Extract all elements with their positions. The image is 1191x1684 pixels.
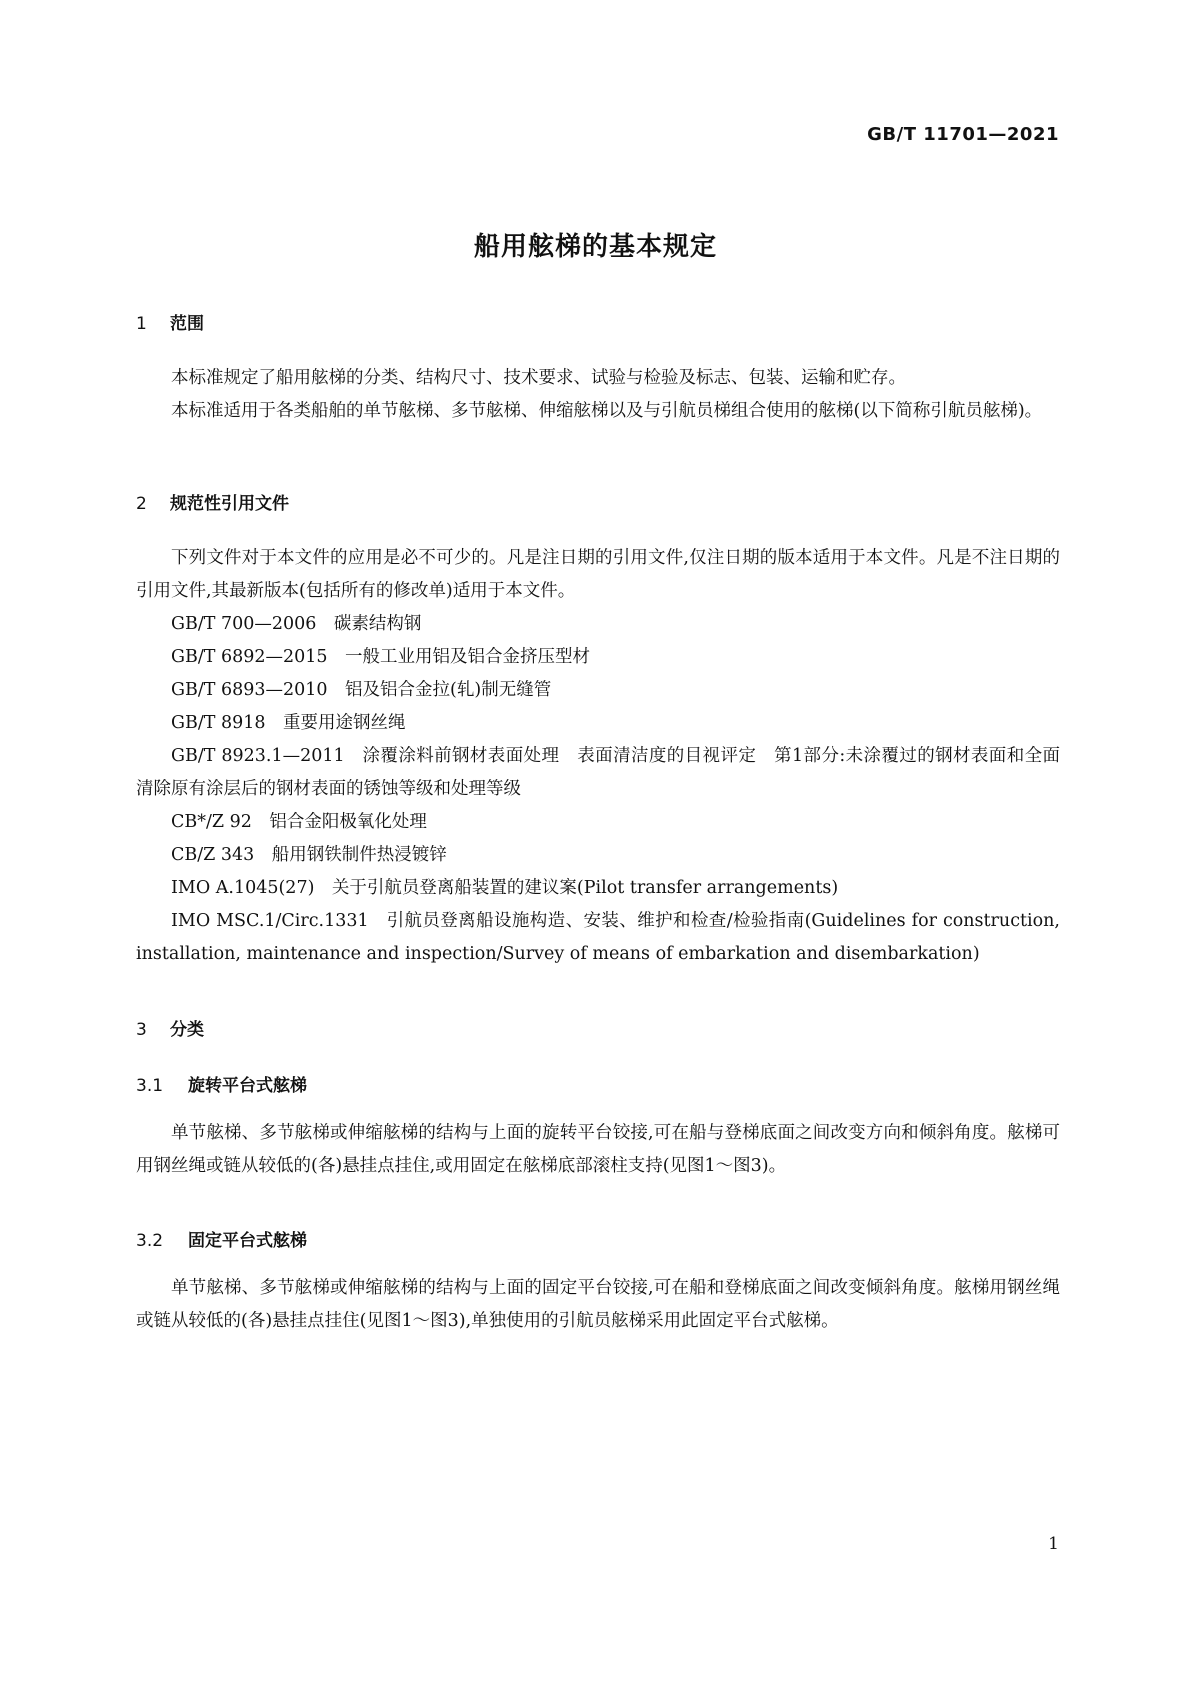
- reference-entry: [136, 872, 1060, 905]
- paragraph: 本标准适用于各类船舶的单节舷梯、多节舷梯、伸缩舷梯以及与引航员梯组合使用的舷梯(以下简称引航员舷梯)。: [171, 401, 1043, 421]
- section-number: 3.1: [136, 1076, 164, 1096]
- reference-title: 关于引航员登离船装置的建议案(Pilot transfer arrangements): [331, 878, 839, 898]
- reference-code: IMO MSC.1/Circ.1331: [171, 911, 369, 931]
- reference-title: 铝合金阳极氧化处理: [269, 812, 427, 832]
- reference-entry: [136, 839, 1060, 872]
- reference-code: GB/T 8923.1—2011: [171, 746, 345, 766]
- section-title: 旋转平台式舷梯: [188, 1076, 307, 1096]
- section-number: 2: [136, 494, 147, 514]
- reference-title: 船用钢铁制件热浸镀锌: [271, 845, 447, 865]
- section-2-heading: [136, 489, 289, 514]
- reference-title: 一般工业用铝及铝合金挤压型材: [345, 647, 591, 667]
- reference-code: GB/T 6892—2015: [171, 647, 328, 667]
- standard-code: GB/T 11701—2021: [867, 124, 1059, 145]
- section-title: 范围: [170, 314, 204, 334]
- paragraph: 下列文件对于本文件的应用是必不可少的。凡是注日期的引用文件,仅注日期的版本适用于本文件。凡是不注日期的引用文件,其最新版本(包括所有的修改单)适用于本文件。: [136, 548, 1060, 601]
- section-1-heading: [136, 309, 204, 334]
- reference-code: IMO A.1045(27): [171, 878, 315, 898]
- section-3-heading: [136, 1015, 204, 1040]
- section-title: 固定平台式舷梯: [188, 1231, 307, 1251]
- document-title: 船用舷梯的基本规定: [473, 232, 717, 262]
- section-number: 3.2: [136, 1231, 164, 1251]
- reference-entry: [136, 806, 1060, 839]
- section-3-2-heading: [136, 1226, 307, 1251]
- reference-title: 碳素结构钢: [333, 614, 422, 634]
- reference-code: CB*/Z 92: [171, 812, 252, 832]
- page-number: 1: [1048, 1534, 1059, 1554]
- section-3-1-heading: [136, 1071, 307, 1096]
- reference-entry: [136, 608, 1060, 641]
- reference-entry: [136, 674, 1060, 707]
- reference-code: CB/Z 343: [171, 845, 255, 865]
- reference-entry: [136, 740, 1060, 806]
- reference-code: GB/T 700—2006: [171, 614, 317, 634]
- reference-code: GB/T 6893—2010: [171, 680, 328, 700]
- reference-title: 引航员登离船设施构造、安装、维护和检查/检验指南(Guidelines for construction, installation, maintenance and inspection/Survey of means of embarkation and disembarkation): [136, 911, 1060, 964]
- reference-code: GB/T 8918: [171, 713, 266, 733]
- section-number: 3: [136, 1020, 147, 1040]
- reference-entry: [136, 707, 1060, 740]
- reference-entry: [136, 905, 1060, 971]
- section-title: 规范性引用文件: [170, 494, 289, 514]
- reference-title: 涂覆涂料前钢材表面处理 表面清洁度的目视评定 第1部分:未涂覆过的钢材表面和全面清除原有涂层后的钢材表面的锈蚀等级和处理等级: [136, 746, 1060, 799]
- paragraph: 本标准规定了船用舷梯的分类、结构尺寸、技术要求、试验与检验及标志、包装、运输和贮存。: [171, 368, 906, 388]
- section-title: 分类: [170, 1020, 204, 1040]
- reference-title: 铝及铝合金拉(轧)制无缝管: [345, 680, 552, 700]
- reference-title: 重要用途钢丝绳: [283, 713, 406, 733]
- reference-entry: [136, 641, 1060, 674]
- paragraph: 单节舷梯、多节舷梯或伸缩舷梯的结构与上面的旋转平台铰接,可在船与登梯底面之间改变方向和倾斜角度。舷梯可用钢丝绳或链从较低的(各)悬挂点挂住,或用固定在舷梯底部滚柱支持(见图1～图3)。: [136, 1123, 1060, 1176]
- section-number: 1: [136, 314, 147, 334]
- paragraph: 单节舷梯、多节舷梯或伸缩舷梯的结构与上面的固定平台铰接,可在船和登梯底面之间改变倾斜角度。舷梯用钢丝绳或链从较低的(各)悬挂点挂住(见图1～图3),单独使用的引航员舷梯采用此固定平台式舷梯。: [136, 1278, 1060, 1331]
